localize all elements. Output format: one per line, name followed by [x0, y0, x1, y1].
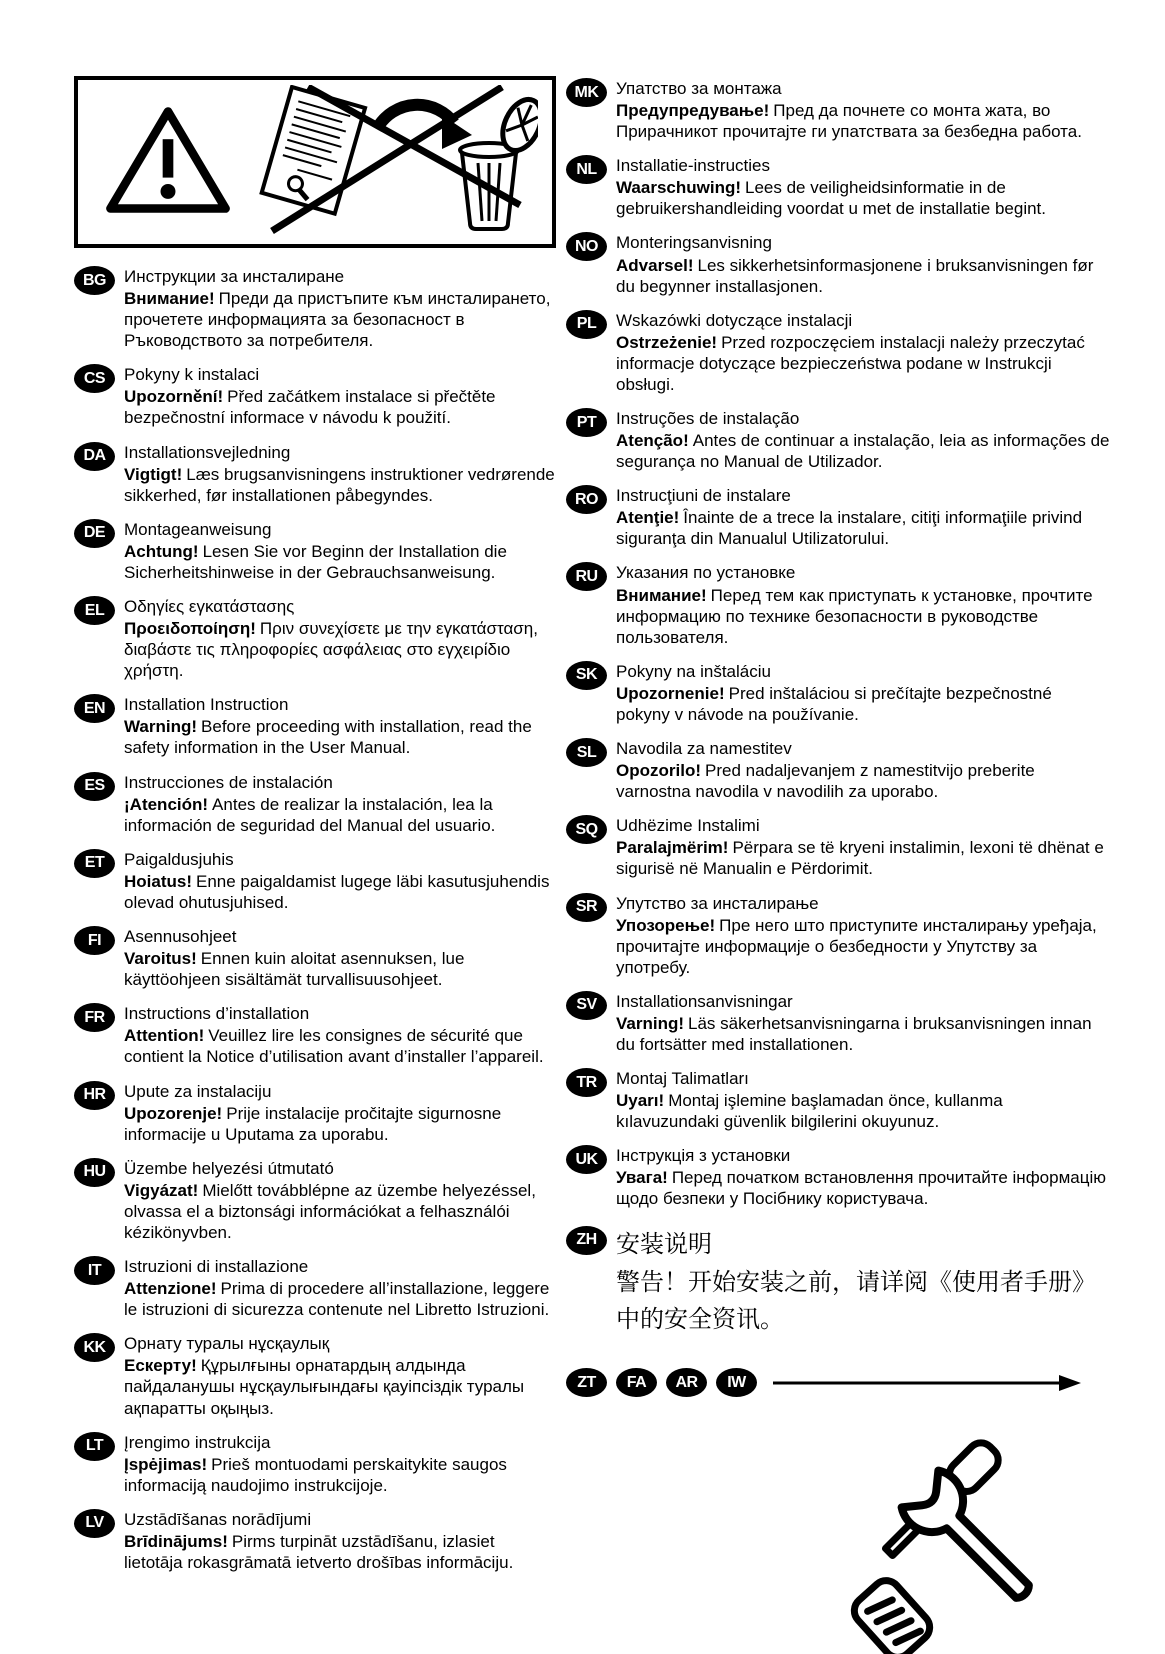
warning-body-text: Пре него што приступите инсталирању уређаја, прочитајте информације о безбедности у Упутству за употребу.	[616, 915, 1097, 977]
lang-badge-fr: FR	[74, 1003, 115, 1032]
lang-body	[124, 541, 556, 583]
lang-body	[124, 1454, 556, 1496]
lang-badge-it: IT	[74, 1256, 115, 1285]
lang-badge-et: ET	[74, 849, 115, 878]
lang-body	[124, 871, 556, 913]
warning-lead-word: Varoitus!	[124, 949, 197, 969]
warning-lead-word: Achtung!	[124, 541, 199, 561]
warning-body-text: Prima di procedere all’installazione, leggere le istruzioni di sicurezza contenute nel Libretto Istruzioni.	[124, 1279, 550, 1320]
warning-body-text: Enne paigaldamist lugege läbi kasutusjuhendis olevad ohutusjuhised.	[124, 871, 550, 912]
warning-body-text: Veuillez lire les consignes de sécurité que contient la Notice d’utilisation avant d’installer l’appareil.	[124, 1026, 544, 1067]
lang-body	[616, 430, 1110, 472]
lang-title: Орнату туралы нұсқаулық	[124, 1334, 330, 1354]
warning-lead-word: Uyarı!	[616, 1091, 665, 1111]
lang-body	[616, 1013, 1110, 1055]
lang-badge-bg: BG	[74, 266, 115, 295]
lang-body	[124, 716, 556, 758]
lang-section-sq	[566, 813, 1110, 879]
lang-text-block	[616, 813, 1110, 879]
lang-title: Installation Instruction	[124, 695, 289, 715]
lang-body	[124, 1025, 556, 1067]
warning-lead-word: Paralajmërim!	[616, 838, 729, 858]
lang-title: Інструкція з установки	[616, 1146, 791, 1166]
lang-text-block	[616, 891, 1110, 978]
lang-section-uk	[566, 1143, 1110, 1209]
lang-text-block	[616, 483, 1110, 549]
warning-body-text: Πριν συνεχίσετε με την εγκατάσταση, διαβάστε τις πληροφορίες ασφάλειας στο εγχειρίδιο χρήστη.	[124, 619, 538, 681]
lang-title: Pokyny na inštaláciu	[616, 661, 771, 681]
warning-lead-word: Warning!	[124, 717, 198, 737]
warning-body-text: Prieš montuodami perskaitykite saugos informaciją naudojimo instrukcijoje.	[124, 1454, 507, 1495]
warning-lead-word: Brīdinājums!	[124, 1531, 228, 1551]
lang-section-el	[74, 594, 556, 681]
warning-body-text: Pirms turpināt uzstādīšanu, izlasiet lietotāja rokasgrāmatā ietverto drošības informāciju.	[124, 1531, 514, 1572]
warning-body-text: Перед початком встановлення прочитайте інформацію щодо безпеки у Посібнику користувача.	[616, 1168, 1107, 1209]
lang-body	[616, 585, 1110, 648]
tools-illustration-wrap	[566, 1423, 1110, 1654]
lang-badge-nl: NL	[566, 155, 607, 184]
lang-badge-ro: RO	[566, 485, 607, 514]
lang-title: Installatie-instructies	[616, 156, 771, 176]
lang-title: Uzstādīšanas norādījumi	[124, 1509, 312, 1529]
lang-body	[616, 332, 1110, 395]
lang-badge-kk: KK	[74, 1333, 115, 1362]
lang-text-block	[616, 659, 1110, 725]
lang-badge-da: DA	[74, 442, 115, 471]
lang-title: Instructions d’installation	[124, 1004, 310, 1024]
lang-text-block	[124, 362, 556, 428]
lang-text-block	[124, 692, 556, 758]
rtl-languages-row	[566, 1368, 1110, 1397]
lang-title: 安装说明	[616, 1230, 712, 1258]
lang-text-block	[124, 440, 556, 506]
lang-body	[616, 683, 1110, 725]
lang-section-it	[74, 1254, 556, 1320]
lang-badge-fa: FA	[616, 1368, 657, 1397]
lang-section-en	[74, 692, 556, 758]
warning-body-text: Les sikkerhetsinformasjonene i bruksanvisningen før du begynner installasjonen.	[616, 255, 1094, 296]
lang-title: Įrengimo instrukcija	[124, 1432, 271, 1452]
lang-body	[124, 386, 556, 428]
warning-lead-word: ¡Atención!	[124, 794, 209, 814]
warning-body-text: Antes de continuar a instalação, leia as informações de segurança no Manual de Utilizador.	[616, 431, 1110, 472]
lang-section-pt	[566, 406, 1110, 472]
lang-badge-fi: FI	[74, 926, 115, 955]
warning-body-text: Læs brugsanvisningens instruktioner vedrørende sikkerhed, før installationen påbegyndes.	[124, 464, 555, 505]
lang-badge-es: ES	[74, 772, 115, 801]
lang-text-block	[124, 517, 556, 583]
lang-section-nl	[566, 153, 1110, 219]
lang-text-block	[124, 770, 556, 836]
lang-section-et	[74, 847, 556, 913]
warning-lead-word: Увага!	[616, 1168, 668, 1188]
warning-lead-word: Waarschuwing!	[616, 178, 741, 198]
warning-lead-word: Upozorenje!	[124, 1103, 223, 1123]
lang-text-block	[616, 76, 1110, 142]
lang-title: Installationsanvisningar	[616, 991, 793, 1011]
warning-body-text: Pred nadaljevanjem z namestitvijo preberite varnostna navodila v navodilih za uporabo.	[616, 761, 1035, 802]
warning-body-text: Пред да почнете со монта жата, во Прирачникот прочитајте ги упатствата за безбедна работа.	[616, 101, 1082, 142]
lang-section-es	[74, 770, 556, 836]
lang-title: Upute za instalaciju	[124, 1081, 272, 1101]
lang-text-block	[124, 1079, 556, 1145]
warning-body-text: Przed rozpoczęciem instalacji należy przeczytać informacje dotyczące bezpieczeństwa podane w Instrukcji obsługi.	[616, 332, 1085, 394]
lang-title: Udhëzime Instalimi	[616, 816, 760, 836]
right-arrow-icon	[773, 1372, 1083, 1394]
lang-body	[124, 618, 556, 681]
lang-body	[124, 1180, 556, 1243]
warning-lead-word: Opozorilo!	[616, 761, 701, 781]
lang-text-block	[124, 1001, 556, 1067]
lang-badge-zt: ZT	[566, 1368, 607, 1397]
warning-body-text: Ennen kuin aloitat asennuksen, lue käyttöohjeen sisältämät turvallisuusohjeet.	[124, 949, 465, 990]
lang-badge-no: NO	[566, 232, 607, 261]
lang-text-block	[616, 1143, 1110, 1209]
warning-body-text: Lees de veiligheidsinformatie in de gebruikershandleiding voordat u met de installatie begint.	[616, 178, 1046, 219]
lang-body	[616, 255, 1110, 297]
warning-lead-word: Atenţie!	[616, 508, 680, 528]
lang-badge-ru: RU	[566, 562, 607, 591]
lang-section-de	[74, 517, 556, 583]
lang-badge-sv: SV	[566, 991, 607, 1020]
warning-body-text: Montaj işlemine başlamadan önce, kullanma kılavuzundaki güvenlik bilgilerini okuyunuz.	[616, 1091, 1003, 1132]
language-sections-right	[566, 76, 1110, 1338]
lang-text-block	[616, 308, 1110, 395]
warning-lead-word: Atenção!	[616, 431, 689, 451]
do-not-discard-manual-icon	[250, 85, 538, 240]
lang-section-ru	[566, 560, 1110, 647]
warning-body-text: Mielőtt továbblépne az üzembe helyezéssel, olvassa el a biztonsági információkat a felhasználói kézikönyvben.	[124, 1180, 536, 1242]
warning-body-text: 警告！开始安装之前，请详阅《使用者手册》中的安全资讯。	[616, 1268, 1096, 1333]
rtl-language-badges	[566, 1368, 757, 1397]
lang-body	[124, 1278, 556, 1320]
lang-section-no	[566, 230, 1110, 296]
lang-badge-pl: PL	[566, 310, 607, 339]
lang-badge-pt: PT	[566, 408, 607, 437]
right-column	[566, 76, 1110, 1654]
lang-body	[616, 177, 1110, 219]
lang-badge-uk: UK	[566, 1145, 607, 1174]
lang-title: Pokyny k instalaci	[124, 365, 260, 385]
lang-badge-hu: HU	[74, 1158, 115, 1187]
lang-section-zh	[566, 1224, 1110, 1339]
warning-body-text: Lesen Sie vor Beginn der Installation die Sicherheitshinweise in der Gebrauchsanweisung.	[124, 541, 507, 582]
warning-illustration-box	[74, 76, 556, 248]
lang-section-tr	[566, 1066, 1110, 1132]
lang-text-block	[124, 847, 556, 913]
lang-section-bg	[74, 264, 556, 351]
warning-lead-word: Vigyázat!	[124, 1180, 199, 1200]
lang-body	[616, 760, 1110, 802]
warning-body-text: Înainte de a trece la instalare, citiţi informaţiile privind siguranţa din Manualul Utilizatorului.	[616, 508, 1083, 549]
warning-lead-word: Įspėjimas!	[124, 1454, 208, 1474]
lang-body	[616, 1167, 1110, 1209]
lang-section-mk	[566, 76, 1110, 142]
lang-body	[616, 100, 1110, 142]
lang-badge-sl: SL	[566, 738, 607, 767]
warning-body-text: Antes de realizar la instalación, lea la información de seguridad del Manual del usuario.	[124, 794, 496, 835]
warning-lead-word: Hoiatus!	[124, 871, 192, 891]
lang-title: Οδηγίες εγκατάστασης	[124, 597, 295, 617]
lang-body	[124, 948, 556, 990]
lang-body	[124, 1531, 556, 1573]
lang-text-block	[124, 594, 556, 681]
lang-text-block	[124, 1254, 556, 1320]
lang-badge-zh: ZH	[566, 1226, 607, 1255]
lang-badge-hr: HR	[74, 1081, 115, 1110]
lang-text-block	[124, 1156, 556, 1243]
lang-text-block	[616, 153, 1110, 219]
warning-lead-word: Προειδοποίηση!	[124, 619, 256, 639]
warning-body-text: Перед тем как приступать к установке, прочтите информацию по технике безопасности в руководстве пользователя.	[616, 585, 1093, 647]
lang-badge-ar: AR	[666, 1368, 707, 1397]
lang-section-hu	[74, 1156, 556, 1243]
lang-section-sv	[566, 989, 1110, 1055]
warning-body-text: Prije instalacije pročitajte sigurnosne informacije u Uputama za uporabu.	[124, 1103, 502, 1144]
warning-lead-word: Внимание!	[616, 585, 707, 605]
warning-lead-word: Varning!	[616, 1013, 685, 1033]
lang-badge-en: EN	[74, 694, 115, 723]
warning-lead-word: Attenzione!	[124, 1279, 217, 1299]
warning-body-text: Құрылғыны орнатардың алдында пайдаланушы нұсқаулығындағы қауіпсіздік туралы ақпаратты оқыңыз.	[124, 1356, 525, 1418]
lang-title: Montaj Talimatları	[616, 1069, 749, 1089]
language-sections-left	[74, 264, 556, 1573]
lang-badge-el: EL	[74, 596, 115, 625]
warning-body-text: Läs säkerhetsanvisningarna i bruksanvisningen innan du fortsätter med installationen.	[616, 1013, 1092, 1054]
lang-badge-cs: CS	[74, 364, 115, 393]
lang-body	[124, 1103, 556, 1145]
lang-section-pl	[566, 308, 1110, 395]
lang-section-cs	[74, 362, 556, 428]
lang-section-lt	[74, 1430, 556, 1496]
lang-text-block	[616, 1224, 1110, 1339]
lang-section-ro	[566, 483, 1110, 549]
warning-lead-word: Upozornění!	[124, 387, 224, 407]
warning-lead-word: Упозорење!	[616, 915, 716, 935]
lang-section-lv	[74, 1507, 556, 1573]
lang-title: Instrucciones de instalación	[124, 772, 333, 792]
lang-title: Указания по установке	[616, 563, 796, 583]
lang-badge-mk: MK	[566, 78, 607, 107]
lang-body	[616, 915, 1110, 978]
lang-title: Istruzioni di installazione	[124, 1257, 309, 1277]
lang-body	[616, 837, 1110, 879]
warning-body-text: Before proceeding with installation, read the safety information in the User Manual.	[124, 717, 532, 758]
lang-body	[124, 464, 556, 506]
lang-text-block	[124, 1331, 556, 1418]
lang-title: Инструкции за инсталиране	[124, 267, 345, 286]
lang-body	[616, 1090, 1110, 1132]
lang-title: Упутство за инсталирање	[616, 893, 819, 913]
lang-text-block	[616, 230, 1110, 296]
lang-badge-de: DE	[74, 519, 115, 548]
lang-text-block	[616, 1066, 1110, 1132]
warning-lead-word: Предупредување!	[616, 101, 770, 121]
lang-badge-lv: LV	[74, 1509, 115, 1538]
lang-section-fi	[74, 924, 556, 990]
warning-lead-word: Upozornenie!	[616, 683, 725, 703]
lang-text-block	[124, 1507, 556, 1573]
lang-body	[124, 1355, 556, 1418]
lang-title: Paigaldusjuhis	[124, 849, 234, 869]
warning-lead-word: Ostrzeżenie!	[616, 332, 718, 352]
lang-section-kk	[74, 1331, 556, 1418]
lang-section-sr	[566, 891, 1110, 978]
lang-badge-sr: SR	[566, 893, 607, 922]
warning-lead-word: Vigtigt!	[124, 464, 183, 484]
warning-body-text: Përpara se të kryeni instalimin, lexoni të dhënat e sigurisë në Manualin e Përdorimit.	[616, 838, 1104, 879]
lang-title: Упатство за монтажа	[616, 79, 782, 98]
wrench-screwdriver-icon	[840, 1423, 1040, 1654]
warning-lead-word: Advarsel!	[616, 255, 694, 275]
lang-section-da	[74, 440, 556, 506]
lang-text-block	[616, 406, 1110, 472]
lang-text-block	[616, 560, 1110, 647]
lang-body	[124, 288, 556, 351]
lang-title: Montageanweisung	[124, 519, 272, 539]
lang-text-block	[616, 989, 1110, 1055]
warning-lead-word: Внимание!	[124, 289, 215, 309]
lang-section-hr	[74, 1079, 556, 1145]
lang-text-block	[616, 736, 1110, 802]
warning-lead-word: Attention!	[124, 1026, 205, 1046]
lang-section-sk	[566, 659, 1110, 725]
lang-text-block	[124, 264, 556, 351]
lang-title: Navodila za namestitev	[616, 739, 792, 759]
lang-badge-sq: SQ	[566, 815, 607, 844]
warning-body-text: Преди да пристъпите към инсталирането, прочетете информацията за безопасност в Ръководството за потребителя.	[124, 289, 551, 351]
lang-title: Instruções de instalação	[616, 409, 800, 429]
lang-title: Üzembe helyezési útmutató	[124, 1158, 334, 1178]
lang-badge-tr: TR	[566, 1068, 607, 1097]
lang-body	[616, 507, 1110, 549]
lang-text-block	[124, 1430, 556, 1496]
lang-title: Monteringsanvisning	[616, 233, 772, 253]
lang-title: Wskazówki dotyczące instalacji	[616, 310, 853, 330]
warning-body-text: Pred inštaláciou si prečítajte bezpečnostné pokyny v návode na používanie.	[616, 683, 1052, 724]
lang-body	[124, 794, 556, 836]
lang-section-sl	[566, 736, 1110, 802]
left-column	[74, 76, 556, 1584]
warning-lead-word: Ескерту!	[124, 1356, 197, 1376]
lang-body	[616, 1264, 1110, 1338]
lang-title: Asennusohjeet	[124, 927, 237, 947]
lang-badge-lt: LT	[74, 1432, 115, 1461]
warning-triangle-icon	[104, 104, 232, 221]
lang-text-block	[124, 924, 556, 990]
lang-title: Instrucţiuni de instalare	[616, 486, 791, 506]
lang-title: Installationsvejledning	[124, 442, 291, 462]
lang-section-fr	[74, 1001, 556, 1067]
lang-badge-sk: SK	[566, 661, 607, 690]
warning-body-text: Před začátkem instalace si přečtěte bezpečnostní informace v návodu k použití.	[124, 387, 496, 428]
lang-badge-iw: IW	[716, 1368, 757, 1397]
